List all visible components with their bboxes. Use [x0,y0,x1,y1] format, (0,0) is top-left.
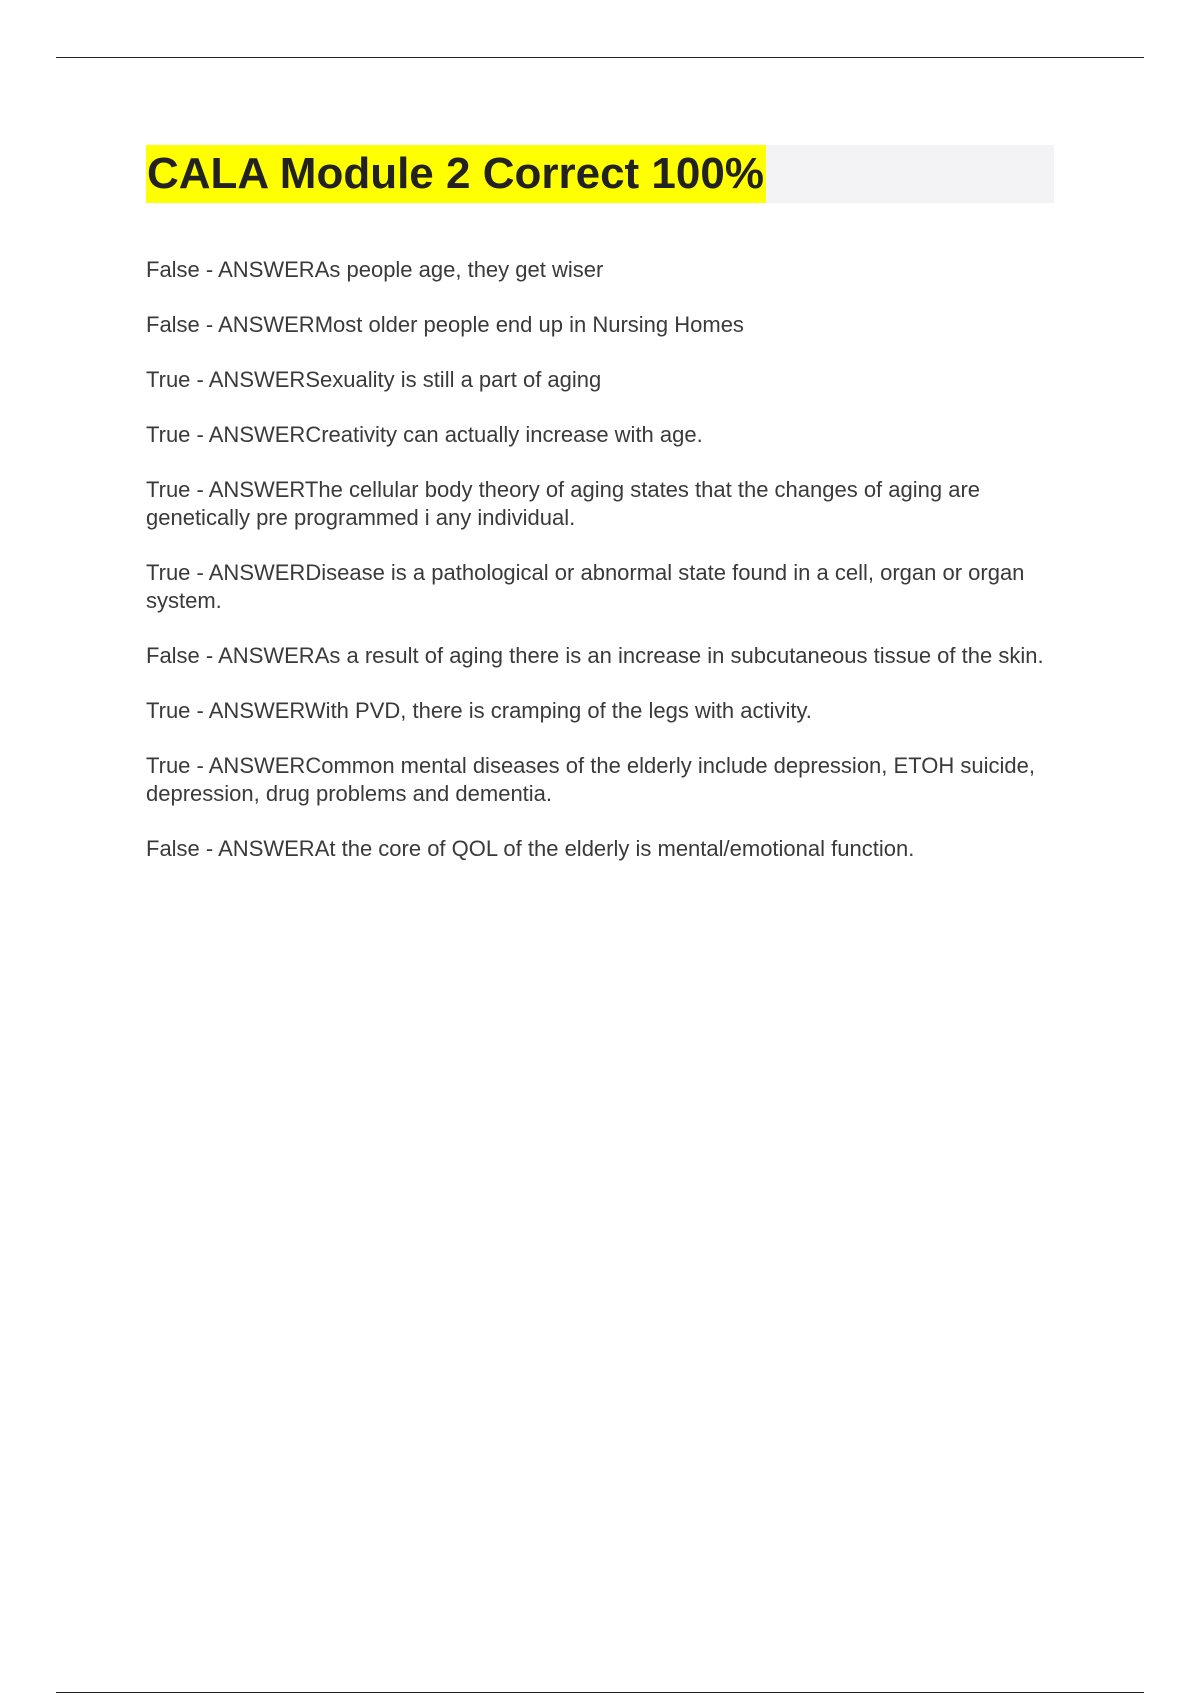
page-title: CALA Module 2 Correct 100% [146,145,766,203]
list-item: False - ANSWERMost older people end up in Nursing Homes [146,312,744,337]
top-divider [56,57,1144,58]
bottom-divider [56,1692,1144,1693]
list-item: False - ANSWERAt the core of QOL of the elderly is mental/emotional function. [146,836,915,861]
answer-list [146,256,1061,890]
list-item: True - ANSWERCommon mental diseases of the elderly include depression, ETOH suicide, depression, drug problems and dementia. [146,753,1035,806]
list-item: False - ANSWERAs people age, they get wiser [146,257,604,282]
list-item: True - ANSWERSexuality is still a part of aging [146,367,602,392]
list-item: False - ANSWERAs a result of aging there is an increase in subcutaneous tissue of the skin. [146,643,1044,668]
list-item: True - ANSWERThe cellular body theory of aging states that the changes of aging are genetically pre programmed i any individual. [146,477,981,530]
list-item: True - ANSWERDisease is a pathological or abnormal state found in a cell, organ or organ system. [146,560,1025,613]
list-item: True - ANSWERCreativity can actually increase with age. [146,422,703,447]
list-item: True - ANSWERWith PVD, there is cramping of the legs with activity. [146,698,812,723]
